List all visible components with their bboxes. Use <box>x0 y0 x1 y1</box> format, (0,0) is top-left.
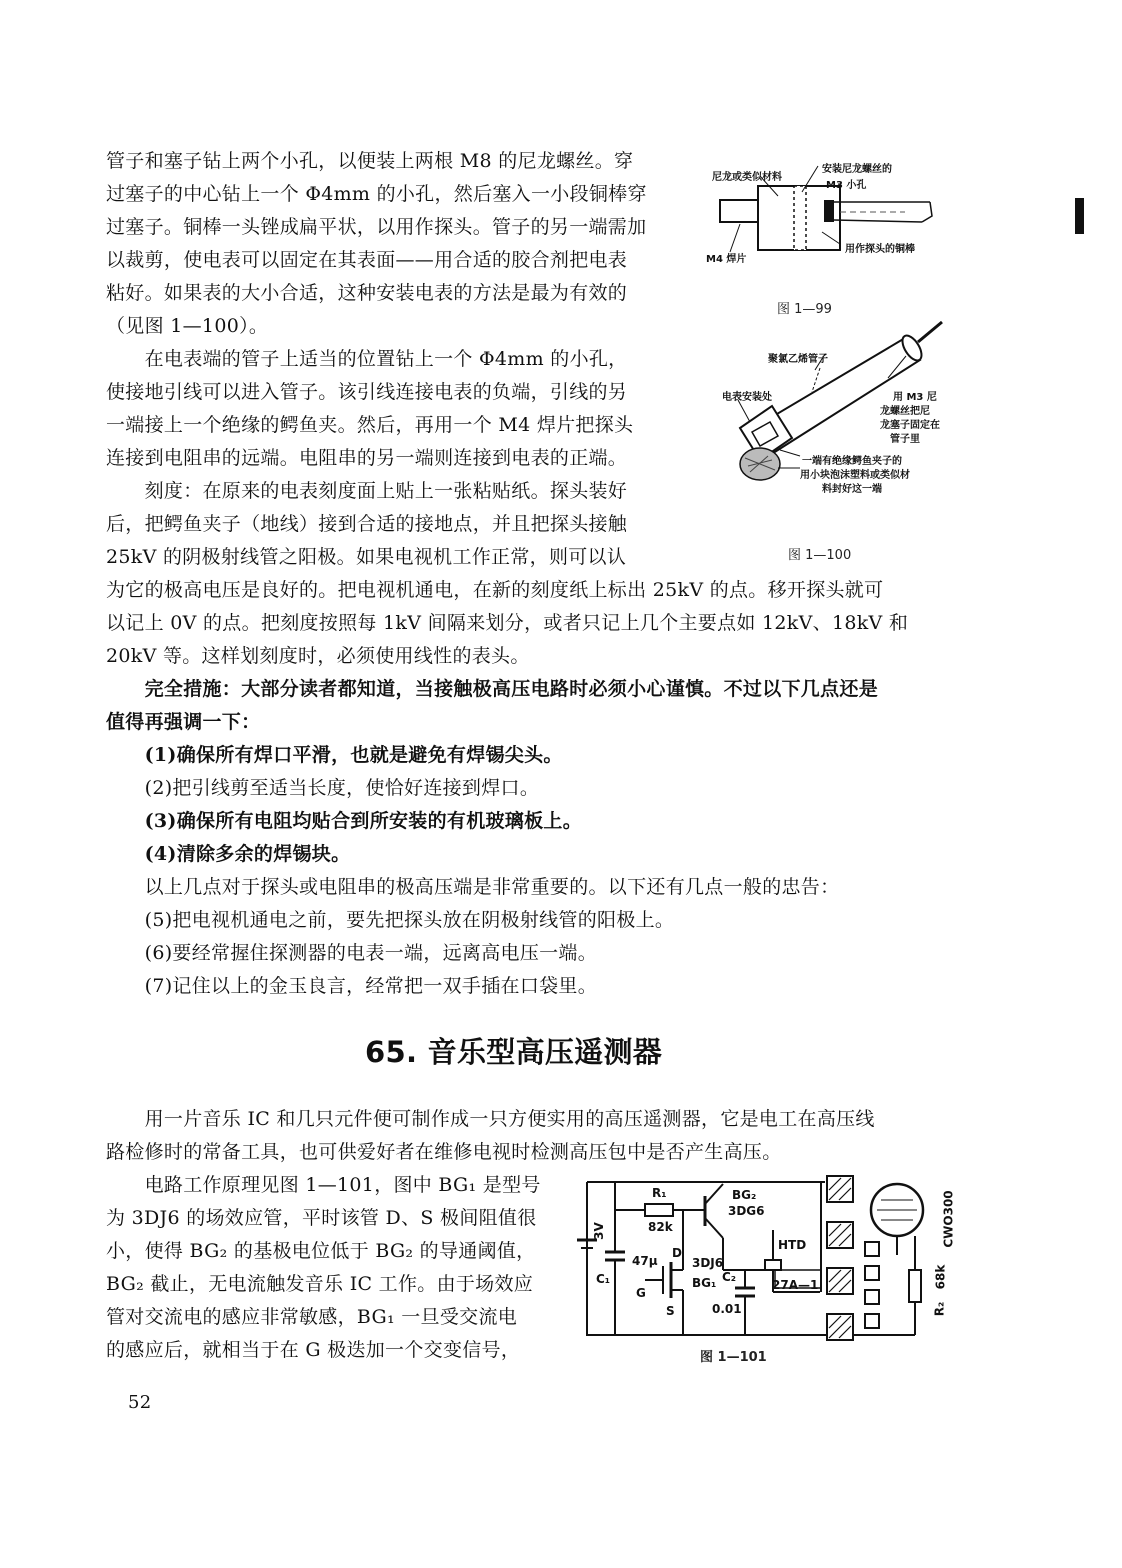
text-line: 后，把鳄鱼夹子（地线）接到合适的接地点，并且把探头接触 <box>106 513 628 535</box>
figure-caption: 图 1—101 <box>700 1350 767 1365</box>
label: 68k <box>933 1264 948 1290</box>
label: 47μ <box>632 1254 658 1268</box>
figure-caption: 图 1—99 <box>777 302 832 317</box>
list-item: (3)确保所有电阻均贴合到所安装的有机玻璃板上。 <box>106 810 583 832</box>
text-line: 路检修时的常备工具，也可供爱好者在维修电视时检测高压包中是否产生高压。 <box>106 1141 782 1163</box>
label: C₂ <box>722 1270 737 1284</box>
label: 用 M3 尼 <box>893 392 937 403</box>
text-line: 粘好。如果表的大小合适，这种安装电表的方法是最为有效的 <box>106 282 628 304</box>
label: C₁ <box>596 1272 611 1286</box>
label: 用小块泡沫塑料或类似材 <box>800 470 910 481</box>
text-line: 以裁剪，使电表可以固定在其表面——用合适的胶合剂把电表 <box>106 249 628 271</box>
label: 用作探头的铜棒 <box>845 244 915 255</box>
edge-mark <box>1075 198 1084 234</box>
list-item: (7)记住以上的金玉良言，经常把一双手插在口袋里。 <box>106 975 598 997</box>
label: G <box>636 1286 646 1300</box>
text-line: 连接到电阻串的远端。电阻串的另一端则连接到电表的正端。 <box>106 447 628 469</box>
label: CWO300 <box>941 1190 956 1248</box>
label: 一端有绝缘鳄鱼夹子的 <box>802 456 902 467</box>
text-line: 过塞子的中心钻上一个 Φ4mm 的小孔，然后塞入一小段铜棒穿 <box>106 183 647 205</box>
text-line: 小，使得 BG₂ 的基极电位低于 BG₂ 的导通阈值， <box>106 1240 536 1262</box>
label: BG₂ <box>732 1188 757 1202</box>
text-line: 一端接上一个绝缘的鳄鱼夹。然后，再用一个 M4 焊片把探头 <box>106 414 634 436</box>
text-line: 25kV 的阴极射线管之阳极。如果电视机工作正常，则可以认 <box>106 546 627 568</box>
text-line: 过塞子。铜棒一头锉成扁平状，以用作探头。管子的另一端需加 <box>106 216 647 238</box>
label: 27A—1 <box>772 1278 819 1292</box>
text-line: 值得再强调一下： <box>106 711 261 733</box>
label: 料封好这一端 <box>822 484 882 495</box>
label: M4 焊片 <box>706 254 747 265</box>
label: 聚氯乙烯管子 <box>768 354 828 365</box>
list-item: (2)把引线剪至适当长度，使恰好连接到焊口。 <box>106 777 540 799</box>
text-line: 管子和塞子钻上两个小孔，以便装上两根 M8 的尼龙螺丝。穿 <box>106 150 634 172</box>
label: R₂ <box>932 1301 947 1317</box>
label: 3V <box>591 1222 606 1240</box>
label: 3DG6 <box>728 1204 765 1218</box>
label: 0.01 <box>712 1302 742 1316</box>
text-line: 完全措施：大部分读者都知道，当接触极高压电路时必须小心谨慎。不过以下几点还是 <box>106 678 879 700</box>
label: 龙塞子固定在 <box>880 420 940 431</box>
text-line: 用一片音乐 IC 和几只元件便可制作成一只方便实用的高压遥测器，它是电工在高压线 <box>106 1108 875 1130</box>
text-line: 以上几点对于探头或电阻串的极高压端是非常重要的。以下还有几点一般的忠告： <box>106 876 840 898</box>
label: BG₁ <box>692 1276 717 1290</box>
text-line: 的感应后，就相当于在 G 极迭加一个交变信号， <box>106 1339 521 1361</box>
text-line: 以记上 0V 的点。把刻度按照每 1kV 间隔来划分，或者只记上几个主要点如 12kV、18kV 和 <box>106 612 909 634</box>
list-item: (1)确保所有焊口平滑，也就是避免有焊锡尖头。 <box>106 744 563 766</box>
list-item: (5)把电视机通电之前，要先把探头放在阴极射线管的阳极上。 <box>106 909 675 931</box>
label: 龙螺丝把尼 <box>880 406 930 417</box>
text-line: 使接地引线可以进入管子。该引线连接电表的负端，引线的另 <box>106 381 628 403</box>
text-line: BG₂ 截止，无电流触发音乐 IC 工作。由于场效应 <box>106 1273 534 1295</box>
list-item: (4)清除多余的焊锡块。 <box>106 843 351 865</box>
text-line: 电路工作原理见图 1—101，图中 BG₁ 是型号 <box>106 1174 541 1196</box>
text-line: 刻度：在原来的电表刻度面上贴上一张粘贴纸。探头装好 <box>106 480 628 502</box>
text-line: 管对交流电的感应非常敏感，BG₁ 一旦受交流电 <box>106 1306 518 1328</box>
label: 尼龙或类似材料 <box>712 172 782 183</box>
label: 电表安装处 <box>722 392 772 403</box>
list-item: (6)要经常握住探测器的电表一端，远离高电压一端。 <box>106 942 598 964</box>
text-line: 为 3DJ6 的场效应管，平时该管 D、S 极间阻值很 <box>106 1207 537 1229</box>
text-line: 为它的极高电压是良好的。把电视机通电，在新的刻度纸上标出 25kV 的点。移开探头就可 <box>106 579 884 601</box>
section-title: 65. 音乐型高压遥测器 <box>365 1035 663 1069</box>
text-line: 20kV 等。这样划刻度时，必须使用线性的表头。 <box>106 645 530 667</box>
label: D <box>672 1246 682 1260</box>
label: M3 小孔 <box>826 180 867 191</box>
label: 82k <box>648 1220 673 1234</box>
label: 安装尼龙螺丝的 <box>822 164 892 175</box>
label: S <box>666 1304 675 1318</box>
figure-caption: 图 1—100 <box>788 548 852 563</box>
label: 3DJ6 <box>692 1256 724 1270</box>
text-line: 在电表端的管子上适当的位置钻上一个 Φ4mm 的小孔， <box>106 348 628 370</box>
text-line: （见图 1—100）。 <box>106 315 269 337</box>
label: HTD <box>778 1238 807 1252</box>
page-number: 52 <box>128 1392 152 1413</box>
label: 管子里 <box>890 434 920 445</box>
label: R₁ <box>652 1186 667 1200</box>
